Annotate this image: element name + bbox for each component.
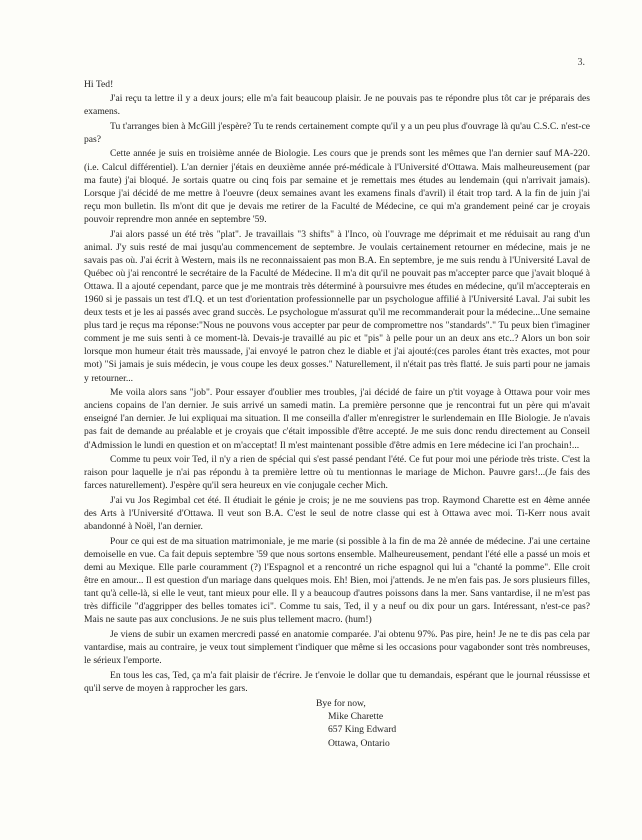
paragraph-5: Me voila alors sans "job". Pour essayer d'oublier mes troubles, j'ai décidé de faire un p'tit voyage à Ottawa pour voir mes anciens copains de l'an dernier. Je suis arrivé un samedi matin. La première personne que je rencontrai fut un père qui m'avait enseigné l'an dernier. Je lui expliquai ma situation. Il me conseilla d'aller m'enregistrer le surlendemain en IIIe Biologie. Je n'avais pas fait de demande au préalable et je croyais que c'était impossible d'être accepté. Je me suis donc rendu directement au Conseil d'Admission le lundi en question et on m'acceptat! Il m'est maintenant possible d'être admis en 1ere médecine ici l'an prochain!... <box>84 387 590 451</box>
paragraph-8: Pour ce qui est de ma situation matrimoniale, je me marie (si possible à la fin de ma 2è année de médecine. J'ai une certaine demoiselle en vue. Ca fait depuis septembre '59 que nous sortons ensemble. Malheureusement, pendant l'été elle a passé un mois et demi au Mexique. Elle parle couramment (?) l'Espagnol et a rencontré un riche espagnol qui lui a "chanté la pomme". Elle croit être en amour... Il est question d'un mariage dans quelques mois. Eh! Bien, moi j'attends. Je ne m'en fais pas. Je sors plusieurs filles, tant qu'à celle-là, si elle le veut, tant mieux pour elle. Il y a beaucoup d'autres poissons dans la mer. Sans vantardise, il ne m'est pas très difficile "d'aggripper des belles tomates ici". Comme tu sais, Ted, il y a neuf ou dix pour un gars. Intéressant, n'est-ce pas? Mais ne saute pas aux conclusions. Je ne suis plus tellement macro. (hum!) <box>84 535 590 626</box>
letter-closing <box>316 697 590 750</box>
sender-name: Mike Charette <box>328 711 384 723</box>
sender-city: Ottawa, Ontario <box>328 737 390 749</box>
sender-street: 657 King Edward <box>328 724 397 736</box>
paragraph-10: En tous les cas, Ted, ça m'a fait plaisir de t'écrire. Je t'envoie le dollar que tu demandais, espérant que le journal réussisse et qu'il serve de moyen à rapprocher les gars. <box>84 669 590 694</box>
paragraph-2: Tu t'arranges bien à McGill j'espère? Tu te rends certainement compte qu'il y a un peu plus d'ouvrage là qu'au C.S.C. n'est-ce pas? <box>84 120 590 145</box>
page-number: 3. <box>577 57 585 68</box>
paragraph-9: Je viens de subir un examen mercredi passé en anatomie comparée. J'ai obtenu 97%. Pas pire, hein! Je ne te dis pas cela par vantardise, mais au contraire, je veux tout simplement t'indiquer que même si les occasions pour vagabonder sont très nombreuses, le sérieux l'emporte. <box>84 628 590 667</box>
paragraph-1: J'ai reçu ta lettre il y a deux jours; elle m'a fait beaucoup plaisir. Je ne pouvais pas te répondre plus tôt car je préparais des examens. <box>84 93 590 118</box>
greeting: Hi Ted! <box>84 79 114 90</box>
paragraph-7: J'ai vu Jos Regimbal cet été. Il étudiait le génie je crois; je ne me souviens pas trop. Raymond Charette est en 4ème année des Arts à l'Université d'Ottawa. Il veut son B.A. C'est le seul de notre classe qui est à Ottawa avec moi. Ti-Kerr nous avait abandonné à Noël, l'an dernier. <box>84 494 590 533</box>
sign-off: Bye for now, <box>316 697 366 709</box>
paragraph-3: Cette année je suis en troisième année de Biologie. Les cours que je prends sont les mêmes que l'an dernier sauf MA-220. (i.e. Calcul différentiel). L'an dernier j'étais en deuxième année pré-médicale à l'Université d'Ottawa. Mais malheureusement (par ma faute) j'ai bloqué. Je sortais quatre ou cinq fois par semaine et je remettais mes études au lendemain (qui n'arrivait jamais). Lorsque j'ai décidé de me mettre à l'oeuvre (deux semaines avant les examens finals d'avril) il était trop tard. A la fin de juin j'ai reçu mon bulletin. Ils m'ont dit que je devais me retirer de la Faculté de Médecine, ce qui m'a grandement peiné car je croyais pouvoir reprendre mon année en septembre '59. <box>84 148 590 225</box>
paragraph-6: Comme tu peux voir Ted, il n'y a rien de spécial qui s'est passé pendant l'été. Ce fut pour moi une période très triste. C'est la raison pour laquelle je n'ai pas répondu à ta première lettre où tu mentionnas le mariage de Michon. Pauvre gars!...(Je fais des farces naturellement). J'espère qu'il sera heureux en vie conjugale cecher Mich. <box>84 454 590 492</box>
paragraph-4: J'ai alors passé un été très "plat". Je travaillais "3 shifts" à l'Inco, où l'ouvrage me déprimait et me réduisait au rang d'un animal. J'y suis resté de mai jusqu'au commencement de septembre. Je voulais certainement retourner en médecine, mais je ne savais pas où. J'ai écrit à Western, mais ils ne reconnaissaient pas mon B.A. En septembre, je me suis rendu à l'Université Laval de Québec où j'ai rencontré le secrétaire de la Faculté de Médecine. Il m'a dit qu'il ne pouvait pas m'accepter parce que j'avait bloqué à Ottawa. Il a ajouté cependant, parce que je me montrais très déterminé à poursuivre mes études en médecine, qu'il m'accepterais en 1960 si je passais un test d'I.Q. et un test d'orientation professionnelle par un psychologue affilié à l'Université Laval. J'ai subit les deux tests et je les ai passés avec grand succès. Le psychologue m'assurat qu'il me recommanderait pour la médecine...Une semaine plus tard je reçus ma réponse:"Nous ne pouvons vous accepter par peur de compromettre nos "standards"." Tu peux bien t'imaginer comment je me suis senti à ce moment-là. Devais-je travaillé au pic et "pis" à pelle pour un an deux ans etc..? Alors un bon soir lorsque mon humeur était très maussade, j'ai envoyé le patron chez le diable et j'ai ajouté:(ces paroles étant très exactes, mot pour mot) "Si jamais je suis médecin, je vous coupe les deux gosses." Naturellement, il n'était pas très flatté. Je suis parti pour ne jamais y retourner... <box>84 228 590 384</box>
